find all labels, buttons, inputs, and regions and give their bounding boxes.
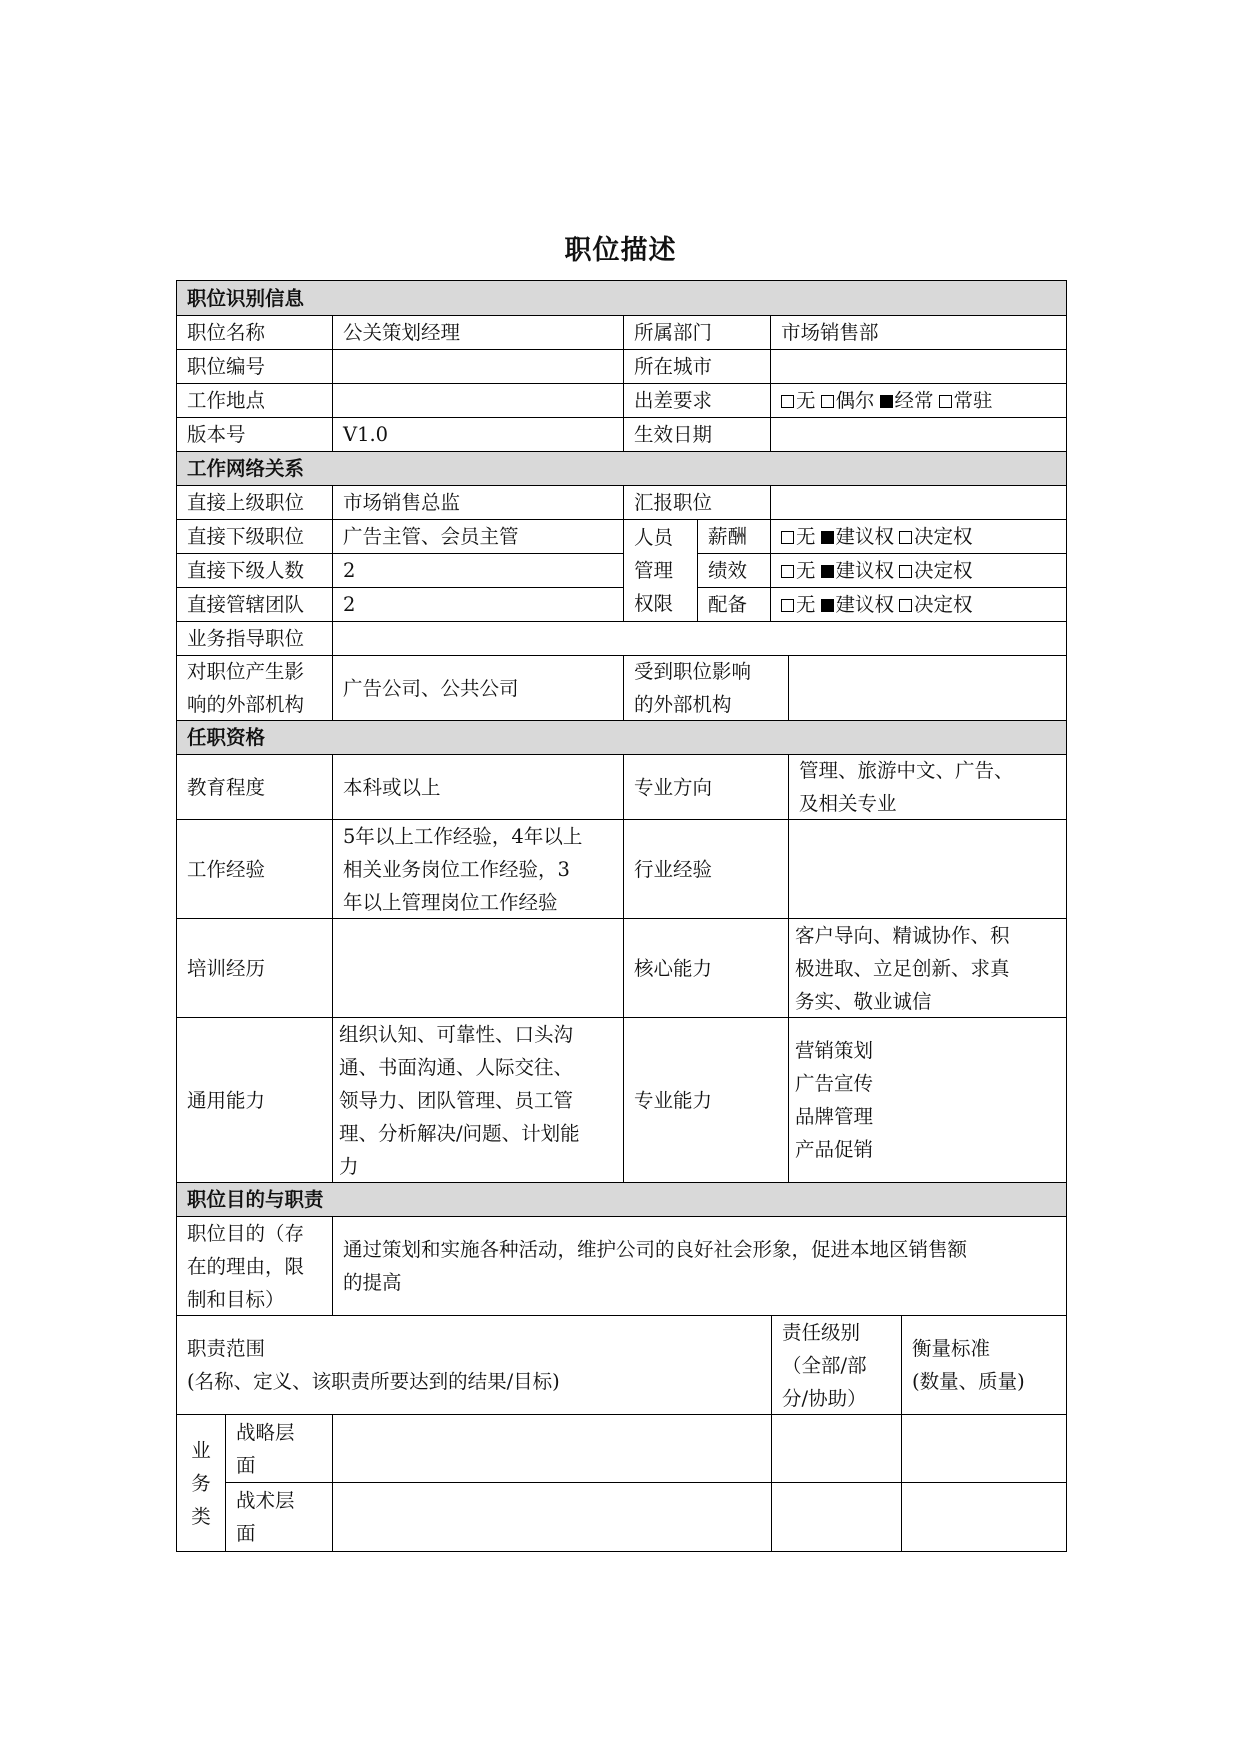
major-label: 专业方向 <box>623 754 789 820</box>
version-label: 版本号 <box>176 417 333 452</box>
scope-label-line: (名称、定义、该职责所要达到的结果/目标) <box>187 1370 560 1393</box>
professional-line: 品牌管理 <box>795 1105 874 1128</box>
checkbox-option[interactable] <box>880 384 934 417</box>
strategic-scope-value <box>332 1414 772 1483</box>
education-value: 本科或以上 <box>332 754 624 820</box>
scope-label-line: 职责范围 <box>187 1337 266 1360</box>
industry-value <box>788 819 1067 919</box>
report-label: 汇报职位 <box>623 485 771 520</box>
job-name-value: 公关策划经理 <box>332 315 624 350</box>
effective-date-value <box>770 417 1067 452</box>
checked-box-icon[interactable] <box>821 531 834 544</box>
unchecked-box-icon[interactable] <box>899 565 912 578</box>
effective-date-label: 生效日期 <box>623 417 771 452</box>
measure-label-line: (数量、质量) <box>912 1370 1025 1393</box>
influencing-label-line: 对职位产生影 <box>187 660 305 683</box>
major-line: 管理、旅游中文、广告、 <box>799 759 1014 782</box>
professional-line: 产品促销 <box>795 1138 874 1161</box>
team-label: 直接管辖团队 <box>176 587 333 622</box>
department-value: 市场销售部 <box>770 315 1067 350</box>
core-value <box>788 918 1067 1018</box>
authority-item-staffing: 配备 <box>697 587 771 622</box>
purpose-value <box>332 1216 1067 1316</box>
subordinate-label: 直接下级职位 <box>176 519 333 554</box>
job-description-table <box>176 280 1067 1552</box>
purpose-label <box>176 1216 333 1316</box>
influenced-label-line: 受到职位影响 <box>634 660 752 683</box>
general-line: 领导力、团队管理、员工管 <box>339 1088 574 1112</box>
location-value <box>332 383 624 418</box>
sub-count-label: 直接下级人数 <box>176 553 333 588</box>
unchecked-box-icon[interactable] <box>939 395 952 408</box>
core-label: 核心能力 <box>623 918 789 1018</box>
influenced-label-line: 的外部机构 <box>634 693 732 716</box>
general-line: 组织认知、可靠性、口头沟 <box>339 1022 574 1046</box>
checkbox-option[interactable] <box>781 384 816 417</box>
section-purpose: 职位目的与职责 <box>176 1182 1067 1217</box>
checkbox-option[interactable] <box>821 520 895 553</box>
job-code-value <box>332 349 624 384</box>
section-qualification: 任职资格 <box>176 720 1067 755</box>
tactical-label-line: 面 <box>236 1522 256 1545</box>
experience-line: 年以上管理岗位工作经验 <box>343 890 558 914</box>
professional-line: 广告宣传 <box>795 1072 874 1095</box>
department-label: 所属部门 <box>623 315 771 350</box>
influencing-label-line: 响的外部机构 <box>187 693 305 716</box>
section-network: 工作网络关系 <box>176 451 1067 486</box>
unchecked-box-icon[interactable] <box>781 531 794 544</box>
level-label-line: （全部/部 <box>782 1353 867 1377</box>
checkbox-option[interactable] <box>899 588 973 621</box>
general-label: 通用能力 <box>176 1017 333 1183</box>
checkbox-label: 建议权 <box>835 525 895 548</box>
tactical-scope-value <box>332 1482 772 1552</box>
checkbox-option[interactable] <box>821 588 895 621</box>
category-label-char: 类 <box>191 1504 211 1528</box>
core-line: 客户导向、精诚协作、积 <box>795 923 1010 947</box>
tactical-measure-value <box>901 1482 1067 1552</box>
strategic-label-line: 面 <box>236 1453 256 1477</box>
checkbox-option[interactable] <box>821 554 895 587</box>
level-label <box>771 1315 902 1415</box>
training-label: 培训经历 <box>176 918 333 1018</box>
professional-line: 营销策划 <box>795 1039 874 1062</box>
influenced-value <box>788 655 1067 721</box>
purpose-line: 的提高 <box>343 1271 402 1294</box>
strategic-level-value <box>771 1414 902 1483</box>
checkbox-label: 无 <box>796 389 816 412</box>
checkbox-label: 无 <box>796 593 816 616</box>
scope-label <box>176 1315 772 1415</box>
checkbox-option[interactable] <box>781 554 816 587</box>
tactical-label <box>225 1482 333 1552</box>
level-label-line: 责任级别 <box>782 1320 861 1344</box>
unchecked-box-icon[interactable] <box>781 599 794 612</box>
tactical-label-line: 战术层 <box>236 1489 295 1512</box>
checked-box-icon[interactable] <box>880 395 893 408</box>
core-line: 极进取、立足创新、求真 <box>795 956 1010 980</box>
document-title: 职位描述 <box>564 235 677 266</box>
travel-label: 出差要求 <box>623 383 771 418</box>
checkbox-label: 常驻 <box>953 389 993 412</box>
measure-label <box>901 1315 1067 1415</box>
checkbox-option[interactable] <box>899 520 973 553</box>
category-label-char: 务 <box>191 1471 211 1495</box>
general-line: 通、书面沟通、人际交往、 <box>339 1055 574 1079</box>
checkbox-label: 无 <box>796 559 816 582</box>
authority-label <box>623 519 698 622</box>
tactical-level-value <box>771 1482 902 1552</box>
measure-label-line: 衡量标准 <box>912 1337 991 1360</box>
strategic-measure-value <box>901 1414 1067 1483</box>
experience-value <box>332 819 624 919</box>
level-label-line: 分/协助） <box>782 1386 867 1410</box>
checkbox-label: 偶尔 <box>835 389 875 412</box>
influencing-value: 广告公司、公共公司 <box>332 655 624 721</box>
authority-label-line: 权限 <box>634 592 674 615</box>
checkbox-option[interactable] <box>781 588 816 621</box>
unchecked-box-icon[interactable] <box>781 565 794 578</box>
checkbox-option[interactable] <box>939 384 993 417</box>
checkbox-label: 决定权 <box>914 593 973 616</box>
purpose-label-line: 制和目标） <box>187 1287 285 1311</box>
checkbox-label: 经常 <box>894 389 934 412</box>
purpose-label-line: 在的理由，限 <box>187 1254 305 1278</box>
checked-box-icon[interactable] <box>821 599 834 612</box>
authority-options-staffing <box>770 587 1067 622</box>
checkbox-label: 决定权 <box>914 559 973 582</box>
major-line: 及相关专业 <box>799 792 897 815</box>
general-line: 理、分析解决/问题、计划能 <box>339 1121 580 1145</box>
job-name-label: 职位名称 <box>176 315 333 350</box>
city-value <box>770 349 1067 384</box>
training-value <box>332 918 624 1018</box>
professional-label: 专业能力 <box>623 1017 789 1183</box>
authority-options-performance <box>770 553 1067 588</box>
location-label: 工作地点 <box>176 383 333 418</box>
experience-line: 5年以上工作经验，4年以上 <box>343 824 583 848</box>
superior-value: 市场销售总监 <box>332 485 624 520</box>
guidance-value <box>332 621 1067 656</box>
unchecked-box-icon[interactable] <box>899 531 912 544</box>
authority-label-line: 人员 <box>634 526 674 549</box>
authority-options-salary <box>770 519 1067 554</box>
authority-item-performance: 绩效 <box>697 553 771 588</box>
city-label: 所在城市 <box>623 349 771 384</box>
checkbox-label: 建议权 <box>835 559 895 582</box>
authority-item-salary: 薪酬 <box>697 519 771 554</box>
unchecked-box-icon[interactable] <box>821 395 834 408</box>
influenced-label <box>623 655 789 721</box>
report-value <box>770 485 1067 520</box>
strategic-label <box>225 1414 333 1483</box>
sub-count-value: 2 <box>332 553 624 588</box>
guidance-label: 业务指导职位 <box>176 621 333 656</box>
authority-label-line: 管理 <box>634 559 674 582</box>
superior-label: 直接上级职位 <box>176 485 333 520</box>
checkbox-option[interactable] <box>781 520 816 553</box>
checkbox-label: 建议权 <box>835 593 895 616</box>
category-label <box>176 1414 226 1552</box>
strategic-label-line: 战略层 <box>236 1420 295 1444</box>
checkbox-option[interactable] <box>899 554 973 587</box>
influencing-label <box>176 655 333 721</box>
job-code-label: 职位编号 <box>176 349 333 384</box>
category-label-char: 业 <box>191 1438 211 1462</box>
experience-label: 工作经验 <box>176 819 333 919</box>
general-line: 力 <box>339 1154 359 1178</box>
subordinate-value: 广告主管、会员主管 <box>332 519 624 554</box>
checkbox-option[interactable] <box>821 384 875 417</box>
professional-value <box>788 1017 1067 1183</box>
travel-options <box>770 383 1067 418</box>
section-identity: 职位识别信息 <box>176 280 1067 316</box>
industry-label: 行业经验 <box>623 819 789 919</box>
major-value <box>788 754 1067 820</box>
checkbox-label: 决定权 <box>914 525 973 548</box>
education-label: 教育程度 <box>176 754 333 820</box>
checkbox-label: 无 <box>796 525 816 548</box>
general-value <box>332 1017 624 1183</box>
team-value: 2 <box>332 587 624 622</box>
experience-line: 相关业务岗位工作经验，3 <box>343 857 570 881</box>
core-line: 务实、敬业诚信 <box>795 989 932 1013</box>
purpose-label-line: 职位目的（存 <box>187 1221 305 1245</box>
purpose-line: 通过策划和实施各种活动，维护公司的良好社会形象，促进本地区销售额 <box>343 1238 968 1261</box>
unchecked-box-icon[interactable] <box>781 395 794 408</box>
version-value: V1.0 <box>332 417 624 452</box>
unchecked-box-icon[interactable] <box>899 599 912 612</box>
checked-box-icon[interactable] <box>821 565 834 578</box>
